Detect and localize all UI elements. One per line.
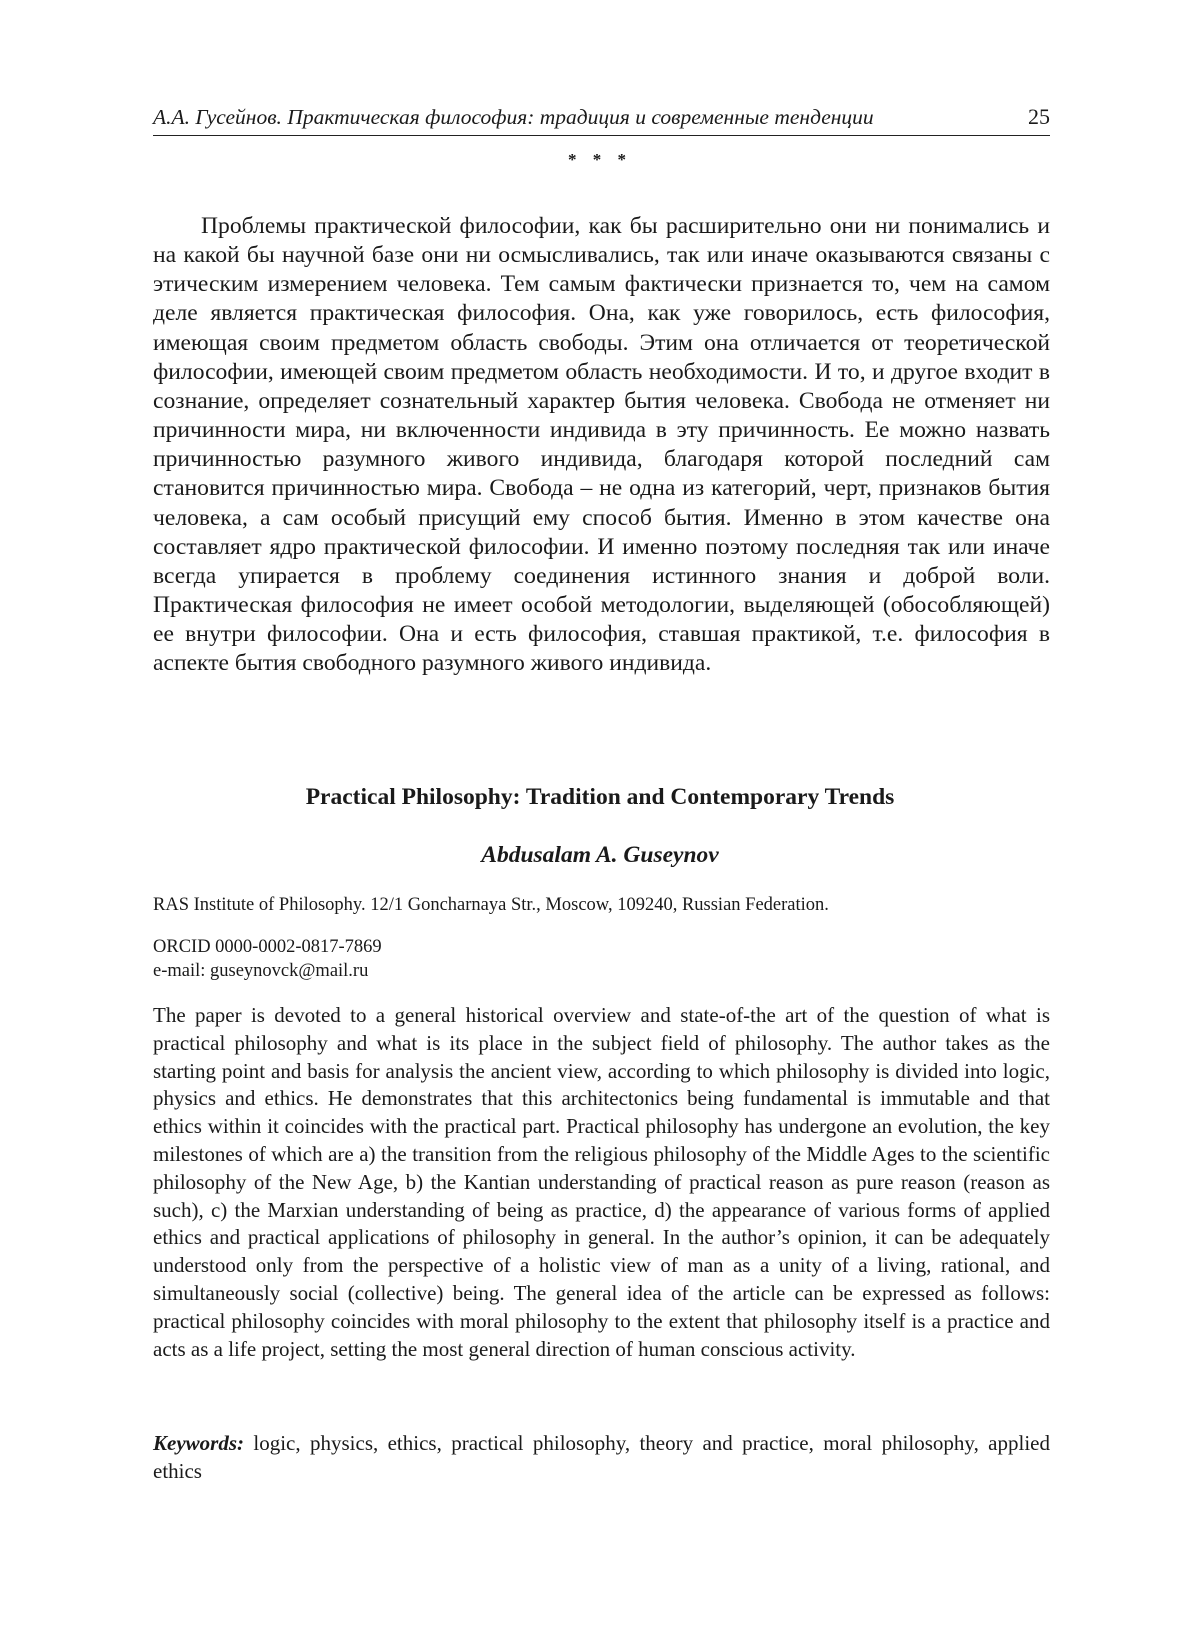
russian-body-paragraph: Проблемы практической философии, как бы расширительно они ни понимались и на какой бы научной базе они ни осмысливались, так или иначе оказываются связаны с этическим измерением человека. Тем самым фактически признается то, чем на самом деле является практическая философия. Она, как уже говорилось, есть философия, имеющая своим предметом область свободы. Этим она отличается от теоретической философии, имеющей своим предметом область необходимости. И то, и другое входит в сознание, определяет сознательный характер бытия человека. Свобода не отменяет ни причинности мира, ни включенности индивида в эту причинность. Ее можно назвать причинностью разумного живого индивида, благодаря которой последний сам становится причинностью мира. Свобода – не одна из категорий, черт, признаков бытия человека, а сам особый присущий ему способ бытия. Именно в этом качестве она составляет ядро практической философии. И именно поэтому последняя так или иначе всегда упирается в проблему соединения истинного знания и доброй воли. Практическая философия не имеет особой методологии, выделяющей (обособляющей) ее внутри философии. Она и есть философия, ставшая практикой, т.е. философия в аспекте бытия свободного разумного живого индивида.: [153, 213, 1050, 677]
page-number: 25: [1028, 104, 1050, 129]
keywords-list: logic, physics, ethics, practical philosophy, theory and practice, moral philosophy, applied ethics: [153, 1431, 1050, 1483]
running-header: [153, 104, 1050, 136]
running-title: А.А. Гусейнов. Практическая философия: традиция и современные тенденции: [153, 105, 874, 129]
abstract: The paper is devoted to a general historical overview and state-of-the art of the question of what is practical philosophy and what is its place in the subject field of philosophy. The author takes as the starting point and basis for analysis the ancient view, according to which philosophy is divided into logic, physics and ethics. He demonstrates that this architectonics being fundamental is immutable and that ethics within it coincides with the practical part. Practical philosophy has undergone an evolution, the key milestones of which are a) the transition from the religious philosophy of the Middle Ages to the scientific philosophy of the New Age, b) the Kantian understanding of practical reason as pure reason (reason as such), c) the Marxian understanding of being as practice, d) the appearance of various forms of applied ethics and practical applications of philosophy in general. In the author’s opinion, it can be adequately understood only from the perspective of a holistic view of man as a unity of a living, rational, and simultaneously social (collective) being. The general idea of the article can be expressed as follows: practical philosophy coincides with moral philosophy to the extent that philosophy itself is a practice and acts as a life project, setting the most general direction of human conscious activity.: [153, 1003, 1050, 1361]
english-title: Practical Philosophy: Tradition and Contemporary Trends: [305, 784, 895, 810]
keywords: [153, 1430, 1050, 1486]
email-address: e-mail: guseynovck@mail.ru: [153, 961, 369, 981]
keywords-label: Keywords:: [153, 1431, 244, 1455]
author-affiliation: RAS Institute of Philosophy. 12/1 Goncharnaya Str., Moscow, 109240, Russian Federation.: [153, 895, 829, 915]
orcid-id: ORCID 0000-0002-0817-7869: [153, 937, 382, 957]
section-separator: * * *: [568, 150, 632, 169]
author-contacts: [153, 935, 382, 983]
author-name: Abdusalam A. Guseynov: [481, 842, 719, 868]
